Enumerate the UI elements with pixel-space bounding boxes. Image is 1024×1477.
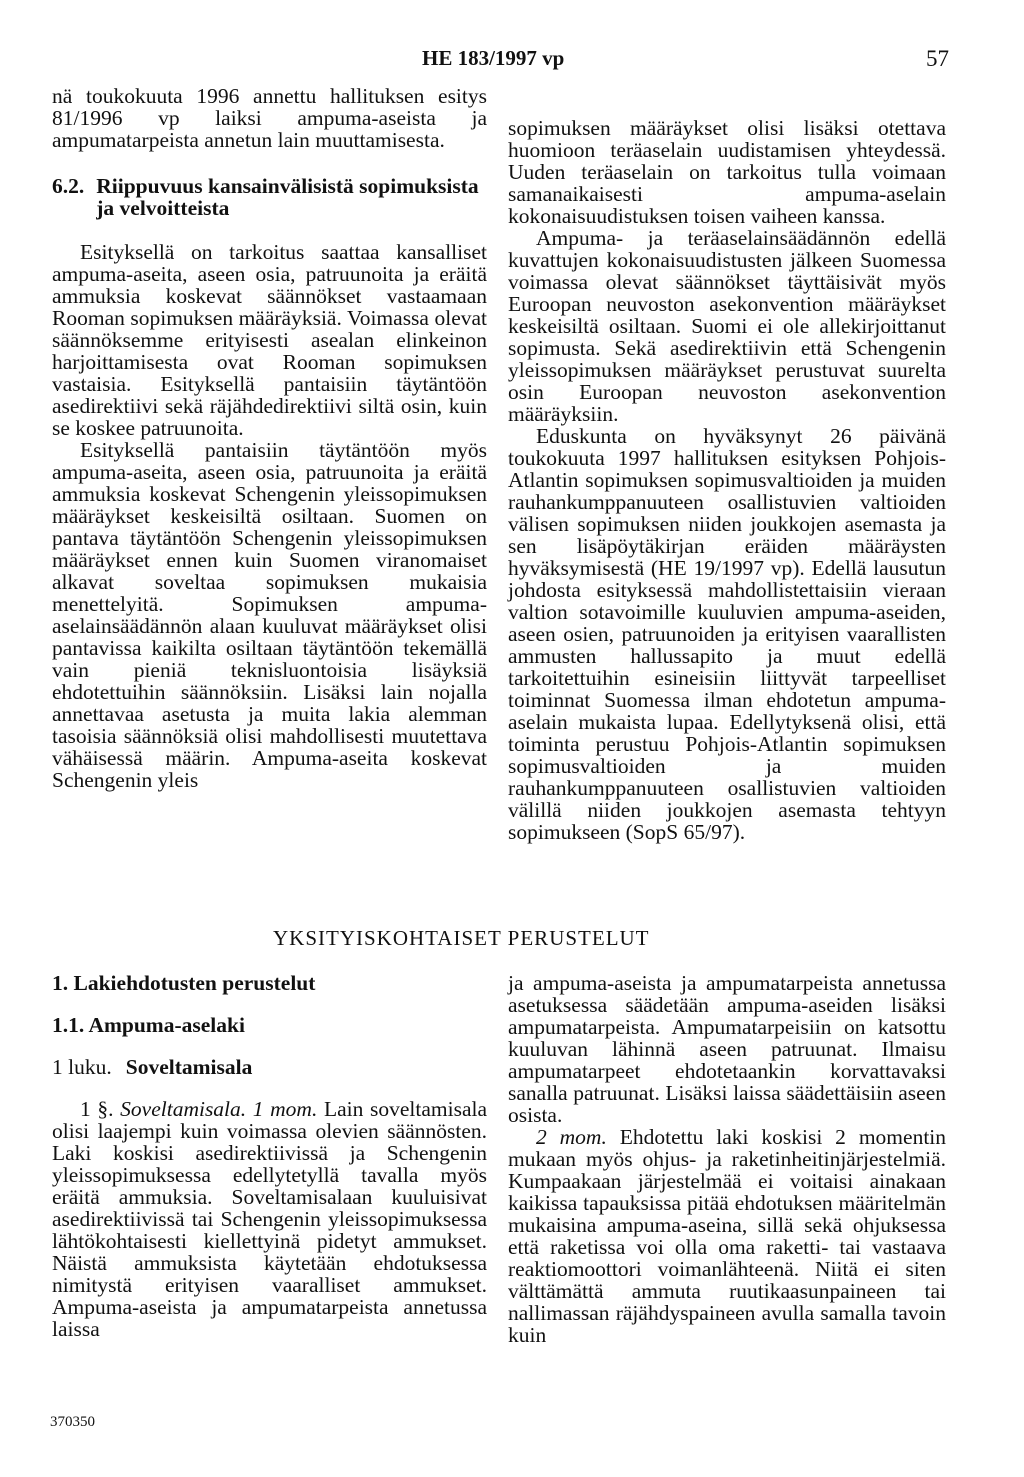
document-header-title: HE 183/1997 vp	[422, 46, 565, 70]
body-paragraph: Ampuma- ja teräaselainsäädännön edellä kuvattujen kokonaisuudistusten jälkeen Suomessa voimassa olevat säännökset täyttäisivät myös Euroopan neuvoston asekonvention määräykset keskeisiltä osiltaan. Suomi ei ole allekirjoittanut sopimusta. Sekä asedirektiivin että Schengenin yleissopimuksen määräykset perustuvat suurelta osin Euroopan neuvoston asekonvention määräyksiin.	[508, 226, 946, 426]
body-paragraph: Esityksellä on tarkoitus saattaa kansalliset ampuma-aseita, aseen osia, patruunoita ja eräitä ammuksia koskevat säännökset vastaamaan Rooman sopimuksen määräyksiä. Voimassa olevat säännöksemme erityisesti asealan elinkeinon harjoittamisesta ovat Rooman sopimuksen vastaisia. Esityksellä pantaisiin täytäntöön asedirektiivi sekä räjähdedirektiivi siltä osin, kuin se koskee patruunoita.	[52, 240, 487, 440]
body-paragraph: Esityksellä pantaisiin täytäntöön myös ampuma-aseita, aseen osia, patruunoita ja eräitä ammuksia koskevat Schengenin yleissopimuksen määräykset keskeisiltä osiltaan. Suomen on pantava täytäntöön Schengenin yleissopimuksen määräykset ennen kuin Suomen viranomaiset alkavat soveltaa sopimuksen mukaisia menettelyitä. Sopimuksen ampuma-aselainsäädännön alaan kuuluvat määräykset olisi pantavissa kaikilta osiltaan täytäntöön tekemällä vain pieniä teknisluontoisia lisäyksiä ehdotettuihin säännöksiin. Lisäksi lain nojalla annettavaa asetusta ja muita lakia alemman tasoisia säännöksiä olisi mahdollisesti muutettava vähäisessä määrin. Ampuma-aseita koskevat Schengenin yleis	[52, 438, 487, 792]
body-paragraph	[508, 1126, 946, 1346]
body-paragraph: Eduskunta on hyväksynyt 26 päivänä toukokuuta 1997 hallituksen esityksen Pohjois-Atlantin sopimuksen sopimusvaltioiden ja muiden rauhankumppanuuteen osallistuvien valtioiden välisen sopimuksen niiden joukkojen asemasta ja sen lisäpöytäkirjan eräiden määräysten hyväksymisestä (HE 19/1997 vp). Edellä lausutun johdosta esityksessä mahdollistettaisiin vieraan valtion sotavoimille kuuluvien ampuma-aseiden, aseen osien, patruunoiden ja erityisen vaarallisten ammusten hallussapito ja muut edellä tarkoitettuihin esineisiin liittyvät tarpeelliset toiminnat Suomessa ilman ehdotetun ampuma-aselain mukaista lupaa. Edellytyksenä olisi, että toiminta perustuu Pohjois-Atlantin sopimuksen sopimusvaltioiden ja muiden rauhankumppanuuteen osallistuvien valtioiden välillä niiden joukkojen asemasta tehtyyn sopimukseen (SopS 65/97).	[508, 424, 946, 844]
page-number: 57	[926, 46, 949, 71]
top-right-column	[508, 117, 946, 843]
body-paragraph: sopimuksen määräykset olisi lisäksi otettava huomioon teräaselain uudistamisen yhteydessä. Uuden teräaselain on tarkoitus tulla voimaan samanaikaisesti ampuma-aselain kokonaisuudistuksen toisen vaiheen kanssa.	[508, 116, 946, 228]
chapter-heading: 1. Lakiehdotusten perustelut	[52, 971, 316, 995]
section-heading	[52, 175, 487, 219]
main-heading: YKSITYISKOHTAISET PERUSTELUT	[273, 926, 650, 950]
body-paragraph	[52, 1098, 487, 1340]
luku-label: 1 luku.	[52, 1055, 112, 1079]
bottom-left-column	[52, 972, 487, 1340]
paragraph-text: Ehdotettu laki koskisi 2 momentin mukaan myös ohjus- ja raketinheitinjärjestelmiä. Kumpaakaan järjestelmää ei voitaisi ainakaan kaikissa tapauksissa pitää ehdotuksen määritelmän mukaisina ampuma-aseina, sillä sekä ohjuksessa että raketissa voi olla oma raketti- tai vastaava reaktiomoottori voimanlähteenä. Niitä ei siten välttämättä ammuta ruutikaasunpaineen tai nallimassan räjähdyspaineen avulla samalla tavoin kuin	[508, 1125, 947, 1347]
body-paragraph: ja ampuma-aseista ja ampumatarpeista annetussa asetuksessa säädetään ampuma-aseiden lisäksi ampumatarpeista. Ampumatarpeisiin on katsottu kuuluvan lähinnä aseen patruunat. Ilmaisu ampumatarpeet ehdotetaankin korvattavaksi sanalla patruunat. Lisäksi laissa säädettäisiin aseen osista.	[508, 971, 946, 1127]
paragraph-text: Lain soveltamisala olisi laajempi kuin voimassa olevien säännösten. Laki koskisi asedirektiivissä ja Schengenin yleissopimuksessa edellytetyllä tavalla myös eräitä ammuksia. Soveltamisalaan kuuluisivat asedirektiivissä tai Schengenin yleissopimuksessa lähtökohtaisesti kiellettyinä pidetyt ammukset. Näistä ammuksista käytetään ehdotuksessa nimitystä erityisen vaaralliset ammukset. Ampuma-aseista ja ampumatarpeista annetussa laissa	[52, 1097, 488, 1341]
chapter-line	[52, 1056, 487, 1078]
section-title: Riippuvuus kansainvälisistä sopimuksista ja velvoitteista	[96, 174, 479, 220]
italic-lead: 2 mom.	[536, 1125, 607, 1149]
footer-code: 370350	[50, 1414, 95, 1430]
section-number: 6.2.	[52, 174, 85, 198]
italic-lead: Soveltamisala. 1 mom.	[120, 1097, 318, 1121]
intro-paragraph: nä toukokuuta 1996 annettu hallituksen esitys 81/1996 vp laiksi ampuma-aseista ja ampumatarpeista annetun lain muuttamisesta.	[52, 84, 487, 152]
section-marker: 1 §.	[80, 1097, 114, 1121]
bottom-right-column	[508, 972, 946, 1346]
subchapter-heading: 1.1. Ampuma-aselaki	[52, 1013, 245, 1037]
top-left-column	[52, 85, 487, 791]
luku-title: Soveltamisala	[125, 1055, 253, 1079]
